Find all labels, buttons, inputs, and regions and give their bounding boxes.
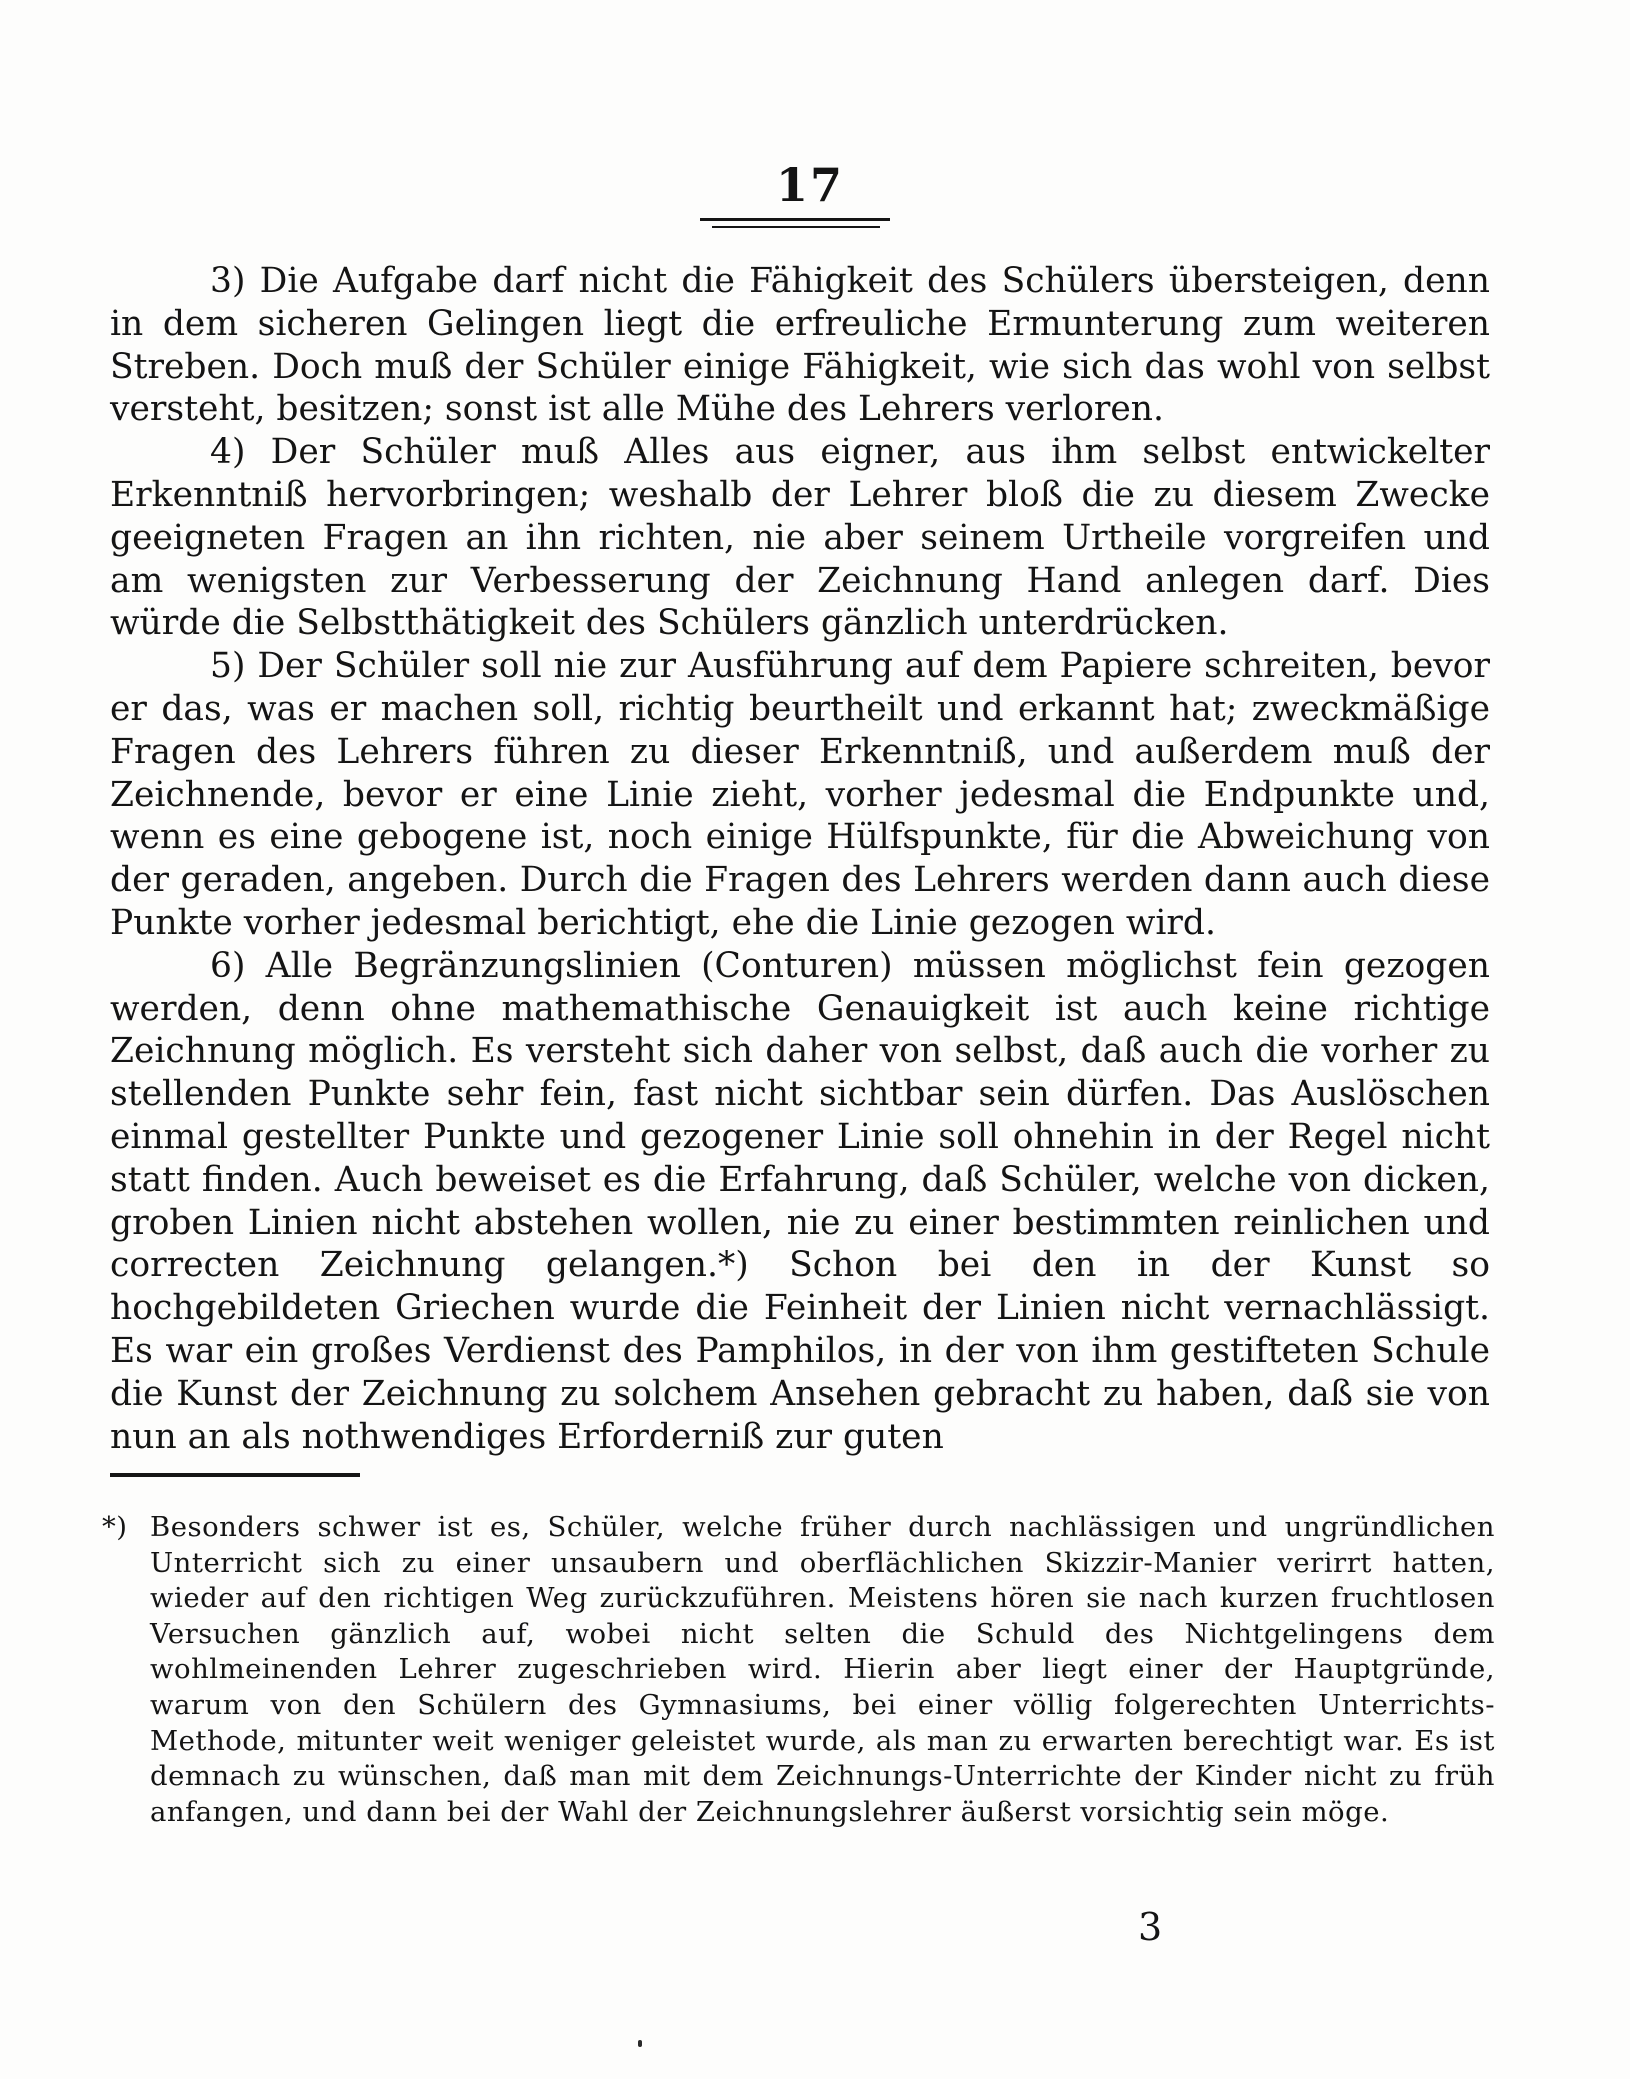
signature-mark: 3 (1138, 1905, 1163, 1949)
paragraph-5: 5) Der Schüler soll nie zur Ausführung auf dem Papiere schreiten, bevor er das, was er machen soll, richtig beurtheilt und erkannt hat; zweckmäßige Fragen des Lehrers führen zu dieser Erkenntniß, und außerdem muß der Zeichnende, bevor er eine Linie zieht, vorher jedesmal die Endpunkte und, wenn es eine gebogene ist, noch einige Hülfspunkte, für die Abweichung von der geraden, angeben. Durch die Fragen des Lehrers werden dann auch diese Punkte vorher jedesmal berichtigt, ehe die Linie gezogen wird. (110, 646, 1490, 943)
paragraph-3: 3) Die Aufgabe darf nicht die Fähigkeit des Schülers übersteigen, denn in dem sicheren Gelingen liegt die erfreuliche Ermunterung zum weiteren Streben. Doch muß der Schüler einige Fähigkeit, wie sich das wohl von selbst versteht, besitzen; sonst ist alle Mühe des Lehrers verloren. (110, 261, 1490, 430)
header-rule-thin (712, 226, 880, 228)
ink-speck (638, 2040, 642, 2047)
main-text (110, 260, 1490, 1458)
footnote-rule (110, 1473, 360, 1477)
footnote-text: Besonders schwer ist es, Schüler, welche früher durch nachlässigen und ungründlichen Unterricht sich zu einer unsaubern und oberflächlichen Skizzir-Manier verirrt hatten, wieder auf den richtigen Weg zurückzuführen. Meistens hören sie nach kurzen fruchtlosen Versuchen gänzlich auf, wobei nicht selten die Schuld des Nichtgelingens dem wohlmeinenden Lehrer zugeschrieben wird. Hierin aber liegt einer der Hauptgründe, warum von den Schülern des Gymnasiums, bei einer völlig folgerechten Unterrichts-Methode, mitunter weit weniger geleistet wurde, als man zu erwarten berechtigt war. Es ist demnach zu wünschen, daß man mit dem Zeichnungs-Unterrichte der Kinder nicht zu früh anfangen, und dann bei der Wahl der Zeichnungslehrer äußerst vorsichtig sein möge. (150, 1511, 1495, 1828)
paragraph-4: 4) Der Schüler muß Alles aus eigner, aus ihm selbst entwickelter Erkenntniß hervorbringen; weshalb der Lehrer bloß die zu diesem Zwecke geeigneten Fragen an ihn richten, nie aber seinem Urtheile vorgreifen und am wenigsten zur Verbesserung der Zeichnung Hand anlegen darf. Dies würde die Selbstthätigkeit des Schülers gänzlich unterdrücken. (110, 432, 1490, 644)
page-number: 17 (775, 158, 844, 212)
paragraph-6: 6) Alle Begränzungslinien (Conturen) müssen möglichst fein gezogen werden, denn ohne mathemathische Genauigkeit ist auch keine richtige Zeichnung möglich. Es versteht sich daher von selbst, daß auch die vorher zu stellenden Punkte sehr fein, fast nicht sichtbar sein dürfen. Das Auslöschen einmal gestellter Punkte und gezogener Linie soll ohnehin in der Regel nicht statt finden. Auch beweiset es die Erfahrung, daß Schüler, welche von dicken, groben Linien nicht abstehen wollen, nie zu einer bestimmten reinlichen und correcten Zeichnung gelangen.*) Schon bei den in der Kunst so hochgebildeten Griechen wurde die Feinheit der Linien nicht vernachlässigt. Es war ein großes Verdienst des Pamphilos, in der von ihm gestifteten Schule die Kunst der Zeichnung zu solchem Ansehen gebracht zu haben, daß sie von nun an als nothwendiges Erforderniß zur guten (110, 945, 1490, 1457)
header-rule-thick (700, 218, 890, 221)
footnote-marker: *) (102, 1511, 128, 1543)
footnote (102, 1510, 1495, 1830)
